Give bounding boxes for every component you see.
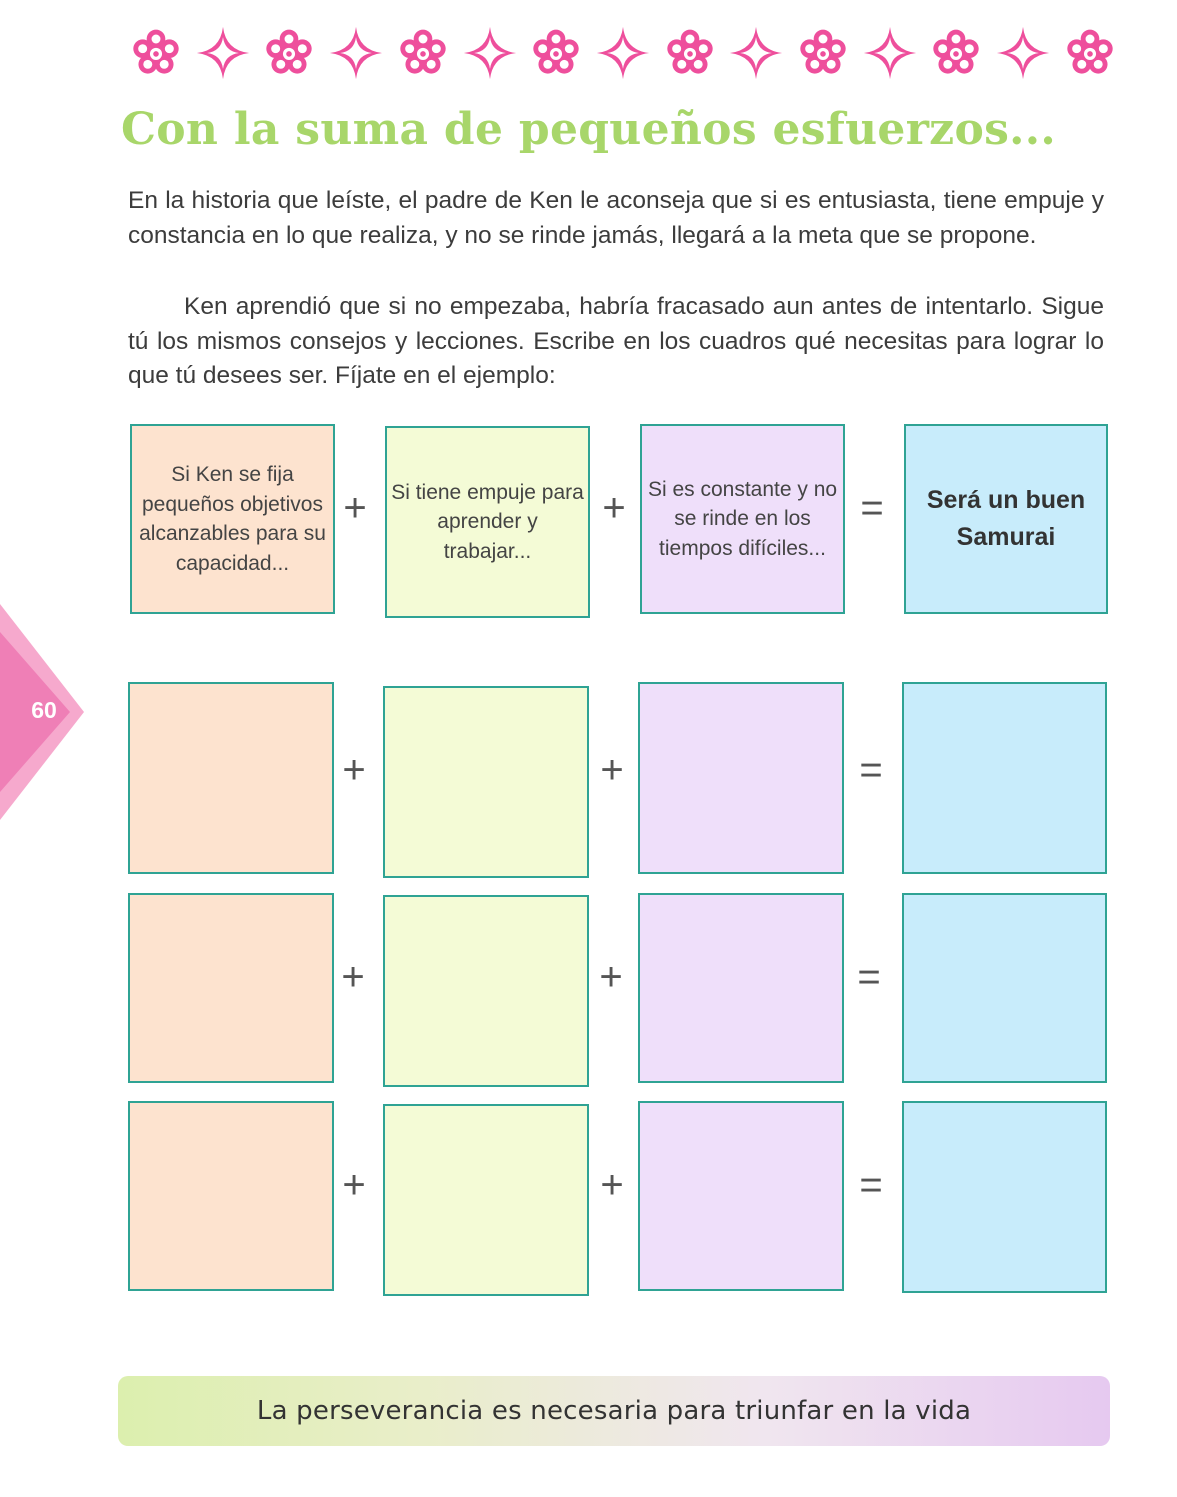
- example-box-result: [904, 424, 1108, 614]
- plus-operator: +: [342, 748, 366, 792]
- answer-box-1-c[interactable]: [638, 682, 844, 874]
- answer-box-2-a[interactable]: [128, 893, 334, 1083]
- flower-icon: [261, 25, 317, 81]
- motto-text: La perseverancia es necesaria para triunfar en la vida: [256, 1396, 972, 1426]
- equals-operator: =: [859, 1163, 883, 1207]
- answer-box-1-a[interactable]: [128, 682, 334, 874]
- plus-operator: +: [600, 1163, 624, 1207]
- plus-operator: +: [600, 748, 624, 792]
- sparkle-icon: [995, 25, 1051, 81]
- flower-icon: [928, 25, 984, 81]
- answer-box-2-result[interactable]: [902, 893, 1107, 1083]
- plus-operator: +: [602, 486, 626, 530]
- intro-paragraph: En la historia que leíste, el padre de Ken le aconseja que si es entusiasta, tiene empuje y constancia en lo que realiza, y no se rinde jamás, llegará a la meta que se propone.: [128, 187, 1104, 249]
- flower-icon: [1062, 25, 1118, 81]
- plus-operator: +: [599, 955, 623, 999]
- page-number: 60: [31, 697, 57, 723]
- sparkle-icon: [328, 25, 384, 81]
- sparkle-icon: [462, 25, 518, 81]
- flower-icon: [128, 25, 184, 81]
- flower-icon: [795, 25, 851, 81]
- flower-icon: [662, 25, 718, 81]
- example-box-objectives: [130, 424, 335, 614]
- example-box-constancy-text: Si es constante y no se rinde en los tiempos difíciles...: [647, 477, 838, 560]
- instruction-paragraph: Ken aprendió que si no empezaba, habría fracasado aun antes de intentarlo. Sigue tú los mismos consejos y lecciones. Escribe en los cuadros qué necesitas para lograr lo que tú desees ser. Fíjate en el ejemplo:: [128, 293, 1104, 389]
- example-box-drive-text: Si tiene empuje para aprender y trabajar...: [391, 480, 584, 563]
- plus-operator: +: [341, 955, 365, 999]
- answer-box-3-result[interactable]: [902, 1101, 1107, 1293]
- example-box-result-text: Será un buen Samurai: [926, 486, 1086, 551]
- page-title: Con la suma de pequeños esfuerzos...: [120, 104, 1057, 155]
- sparkle-icon: [195, 25, 251, 81]
- answer-box-1-b[interactable]: [383, 686, 589, 878]
- answer-box-3-b[interactable]: [383, 1104, 589, 1296]
- example-box-constancy: [640, 424, 845, 614]
- answer-box-2-b[interactable]: [383, 895, 589, 1087]
- example-box-drive: [385, 426, 590, 618]
- equals-operator: =: [860, 486, 884, 530]
- answer-box-3-c[interactable]: [638, 1101, 844, 1291]
- answer-box-1-result[interactable]: [902, 682, 1107, 874]
- example-box-objectives-text: Si Ken se fija pequeños objetivos alcanzables para su capacidad...: [139, 463, 326, 575]
- answer-box-3-a[interactable]: [128, 1101, 334, 1291]
- flower-icon: [528, 25, 584, 81]
- plus-operator: +: [342, 1163, 366, 1207]
- decorative-border: [128, 22, 1118, 84]
- flower-icon: [395, 25, 451, 81]
- sparkle-icon: [862, 25, 918, 81]
- motto-banner: [118, 1376, 1110, 1446]
- answer-box-2-c[interactable]: [638, 893, 844, 1083]
- plus-operator: +: [343, 486, 367, 530]
- sparkle-icon: [728, 25, 784, 81]
- sparkle-icon: [595, 25, 651, 81]
- equals-operator: =: [859, 748, 883, 792]
- equals-operator: =: [857, 955, 881, 999]
